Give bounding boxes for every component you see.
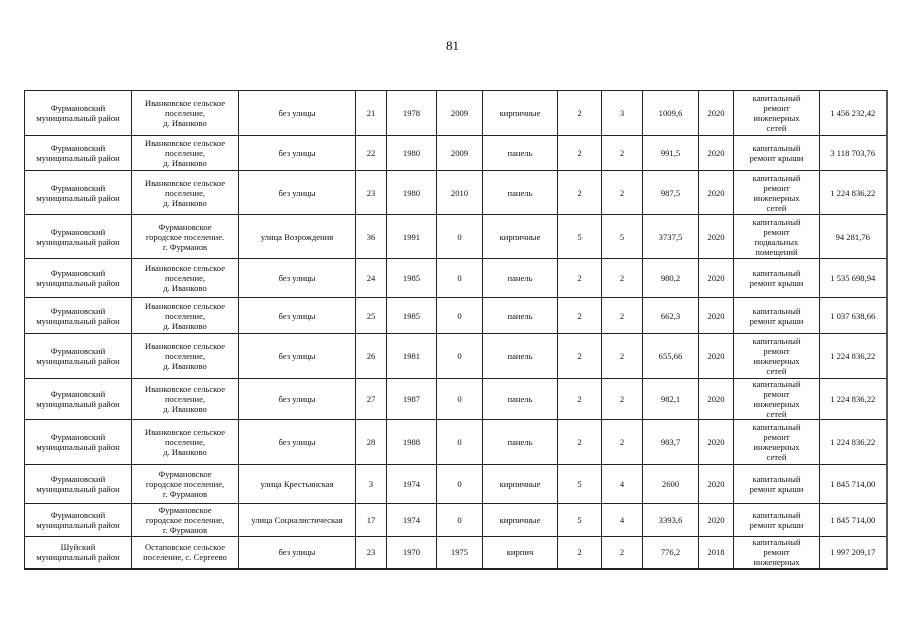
cell-wall-material: панель	[483, 136, 558, 171]
cell-wall-material: панель	[483, 379, 558, 420]
cell-street: без улицы	[239, 537, 356, 569]
cell-area: 983,7	[643, 420, 699, 465]
cell-district: Фурмановский муниципальный район	[25, 465, 132, 504]
cell-area: 980,2	[643, 259, 699, 298]
cell-year-reconstruction: 0	[437, 504, 483, 537]
cell-settlement: Иванковское сельское поселение, д. Иванково	[132, 298, 239, 334]
cell-district: Фурмановский муниципальный район	[25, 259, 132, 298]
cell-repair-year: 2020	[699, 379, 734, 420]
table-row	[25, 298, 887, 334]
cell-cost: 1 845 714,00	[820, 504, 887, 537]
cell-year-reconstruction: 1975	[437, 537, 483, 569]
cell-house-number: 27	[356, 379, 387, 420]
cell-cost: 1 845 714,00	[820, 465, 887, 504]
cell-settlement: Остаповское сельское поселение, с. Сергеево	[132, 537, 239, 569]
cell-settlement: Фурмановское городское поселение. г. Фурманов	[132, 215, 239, 259]
cell-area: 987,5	[643, 171, 699, 215]
cell-repair-year: 2020	[699, 136, 734, 171]
cell-floors: 2	[558, 136, 602, 171]
cell-cost: 1 456 232,42	[820, 91, 887, 136]
cell-entrances: 2	[602, 420, 643, 465]
cell-house-number: 3	[356, 465, 387, 504]
cell-year-built: 1981	[387, 334, 437, 379]
cell-repair-year: 2018	[699, 537, 734, 569]
cell-settlement: Иванковское сельское поселение, д. Иванково	[132, 91, 239, 136]
cell-street: без улицы	[239, 298, 356, 334]
cell-settlement: Иванковское сельское поселение, д. Иванково	[132, 259, 239, 298]
table-row	[25, 420, 887, 465]
cell-repair-year: 2020	[699, 215, 734, 259]
cell-wall-material: кирпичные	[483, 91, 558, 136]
cell-work-type: капитальный ремонт инженерных	[734, 537, 820, 569]
cell-year-reconstruction: 0	[437, 379, 483, 420]
cell-cost: 1 224 836,22	[820, 379, 887, 420]
cell-year-reconstruction: 0	[437, 420, 483, 465]
cell-area: 662,3	[643, 298, 699, 334]
cell-district: Фурмановский муниципальный район	[25, 379, 132, 420]
cell-work-type: капитальный ремонт инженерных сетей	[734, 171, 820, 215]
cell-entrances: 2	[602, 537, 643, 569]
cell-street: улица Социалистическая	[239, 504, 356, 537]
cell-floors: 2	[558, 259, 602, 298]
cell-street: без улицы	[239, 259, 356, 298]
cell-area: 1009,6	[643, 91, 699, 136]
cell-cost: 1 224 836,22	[820, 420, 887, 465]
cell-year-built: 1991	[387, 215, 437, 259]
cell-cost: 1 037 638,66	[820, 298, 887, 334]
cell-repair-year: 2020	[699, 334, 734, 379]
cell-entrances: 4	[602, 465, 643, 504]
cell-house-number: 23	[356, 171, 387, 215]
cell-work-type: капитальный ремонт крыши	[734, 259, 820, 298]
cell-settlement: Фурмановское городское поселение, г. Фурманов	[132, 504, 239, 537]
cell-district: Фурмановский муниципальный район	[25, 334, 132, 379]
cell-year-reconstruction: 0	[437, 334, 483, 379]
cell-area: 3737,5	[643, 215, 699, 259]
cell-house-number: 21	[356, 91, 387, 136]
cell-wall-material: кирпичные	[483, 215, 558, 259]
cell-year-reconstruction: 2009	[437, 136, 483, 171]
cell-year-built: 1988	[387, 420, 437, 465]
cell-area: 991,5	[643, 136, 699, 171]
cell-repair-year: 2020	[699, 171, 734, 215]
cell-floors: 2	[558, 171, 602, 215]
cell-street: без улицы	[239, 171, 356, 215]
cell-year-reconstruction: 0	[437, 259, 483, 298]
cell-floors: 2	[558, 298, 602, 334]
cell-area: 982,1	[643, 379, 699, 420]
cell-wall-material: панель	[483, 298, 558, 334]
table-row	[25, 215, 887, 259]
cell-street: без улицы	[239, 379, 356, 420]
cell-floors: 5	[558, 504, 602, 537]
cell-year-built: 1974	[387, 504, 437, 537]
cell-district: Шуйский муниципальный район	[25, 537, 132, 569]
cell-work-type: капитальный ремонт крыши	[734, 504, 820, 537]
housing-repair-table	[24, 90, 888, 570]
cell-year-reconstruction: 0	[437, 215, 483, 259]
cell-entrances: 3	[602, 91, 643, 136]
table-row	[25, 465, 887, 504]
cell-work-type: капитальный ремонт подвальных помещений	[734, 215, 820, 259]
cell-year-reconstruction: 0	[437, 465, 483, 504]
cell-settlement: Иванковское сельское поселение, д. Иванково	[132, 334, 239, 379]
cell-area: 776,2	[643, 537, 699, 569]
cell-year-built: 1985	[387, 298, 437, 334]
cell-entrances: 2	[602, 298, 643, 334]
cell-area: 3393,6	[643, 504, 699, 537]
cell-entrances: 2	[602, 136, 643, 171]
cell-house-number: 25	[356, 298, 387, 334]
cell-wall-material: панель	[483, 420, 558, 465]
cell-floors: 5	[558, 215, 602, 259]
cell-floors: 2	[558, 91, 602, 136]
cell-settlement: Иванковское сельское поселение, д. Иванково	[132, 420, 239, 465]
cell-settlement: Иванковское сельское поселение, д. Иванково	[132, 379, 239, 420]
cell-work-type: капитальный ремонт инженерных сетей	[734, 379, 820, 420]
table-row	[25, 259, 887, 298]
cell-year-reconstruction: 2009	[437, 91, 483, 136]
cell-area: 2600	[643, 465, 699, 504]
cell-work-type: капитальный ремонт крыши	[734, 298, 820, 334]
cell-entrances: 4	[602, 504, 643, 537]
cell-wall-material: кирпичные	[483, 504, 558, 537]
cell-repair-year: 2020	[699, 465, 734, 504]
cell-entrances: 2	[602, 334, 643, 379]
cell-house-number: 36	[356, 215, 387, 259]
cell-settlement: Фурмановское городское поселение, г. Фурманов	[132, 465, 239, 504]
cell-street: без улицы	[239, 91, 356, 136]
cell-cost: 94 281,76	[820, 215, 887, 259]
cell-wall-material: панель	[483, 334, 558, 379]
cell-year-reconstruction: 0	[437, 298, 483, 334]
cell-repair-year: 2020	[699, 259, 734, 298]
cell-district: Фурмановский муниципальный район	[25, 136, 132, 171]
cell-floors: 5	[558, 465, 602, 504]
cell-work-type: капитальный ремонт крыши	[734, 136, 820, 171]
cell-year-built: 1970	[387, 537, 437, 569]
cell-house-number: 23	[356, 537, 387, 569]
cell-entrances: 2	[602, 171, 643, 215]
cell-house-number: 26	[356, 334, 387, 379]
cell-floors: 2	[558, 334, 602, 379]
cell-year-built: 1980	[387, 171, 437, 215]
cell-entrances: 2	[602, 379, 643, 420]
cell-cost: 1 997 209,17	[820, 537, 887, 569]
cell-district: Фурмановский муниципальный район	[25, 298, 132, 334]
cell-district: Фурмановский муниципальный район	[25, 215, 132, 259]
cell-street: без улицы	[239, 334, 356, 379]
cell-year-built: 1985	[387, 259, 437, 298]
cell-district: Фурмановский муниципальный район	[25, 91, 132, 136]
cell-year-built: 1987	[387, 379, 437, 420]
cell-wall-material: кирпичные	[483, 465, 558, 504]
cell-work-type: капитальный ремонт инженерных сетей	[734, 91, 820, 136]
table-row	[25, 379, 887, 420]
cell-district: Фурмановский муниципальный район	[25, 504, 132, 537]
cell-entrances: 5	[602, 215, 643, 259]
cell-house-number: 24	[356, 259, 387, 298]
cell-wall-material: кирпич	[483, 537, 558, 569]
table-row	[25, 504, 887, 537]
cell-house-number: 17	[356, 504, 387, 537]
cell-year-built: 1974	[387, 465, 437, 504]
table-row	[25, 136, 887, 171]
cell-year-built: 1980	[387, 136, 437, 171]
cell-year-reconstruction: 2010	[437, 171, 483, 215]
cell-work-type: капитальный ремонт инженерных сетей	[734, 420, 820, 465]
cell-cost: 1 224 836,22	[820, 171, 887, 215]
cell-street: улица Возрождения	[239, 215, 356, 259]
cell-repair-year: 2020	[699, 420, 734, 465]
table-row	[25, 334, 887, 379]
cell-settlement: Иванковское сельское поселение, д. Иванково	[132, 136, 239, 171]
cell-district: Фурмановский муниципальный район	[25, 171, 132, 215]
cell-cost: 3 118 703,76	[820, 136, 887, 171]
cell-year-built: 1978	[387, 91, 437, 136]
cell-settlement: Иванковское сельское поселение, д. Иванково	[132, 171, 239, 215]
cell-repair-year: 2020	[699, 298, 734, 334]
cell-street: без улицы	[239, 420, 356, 465]
cell-street: без улицы	[239, 136, 356, 171]
table-row	[25, 537, 887, 569]
cell-area: 655,66	[643, 334, 699, 379]
cell-house-number: 22	[356, 136, 387, 171]
cell-repair-year: 2020	[699, 91, 734, 136]
page-number: 81	[446, 38, 459, 53]
cell-cost: 1 535 698,94	[820, 259, 887, 298]
cell-wall-material: панель	[483, 171, 558, 215]
cell-house-number: 28	[356, 420, 387, 465]
cell-entrances: 2	[602, 259, 643, 298]
cell-floors: 2	[558, 379, 602, 420]
cell-work-type: капитальный ремонт инженерных сетей	[734, 334, 820, 379]
cell-repair-year: 2020	[699, 504, 734, 537]
cell-district: Фурмановский муниципальный район	[25, 420, 132, 465]
cell-floors: 2	[558, 537, 602, 569]
table-row	[25, 171, 887, 215]
cell-cost: 1 224 836,22	[820, 334, 887, 379]
cell-wall-material: панель	[483, 259, 558, 298]
cell-work-type: капитальный ремонт крыши	[734, 465, 820, 504]
table-row	[25, 91, 887, 136]
cell-street: улица Крестьянская	[239, 465, 356, 504]
cell-floors: 2	[558, 420, 602, 465]
